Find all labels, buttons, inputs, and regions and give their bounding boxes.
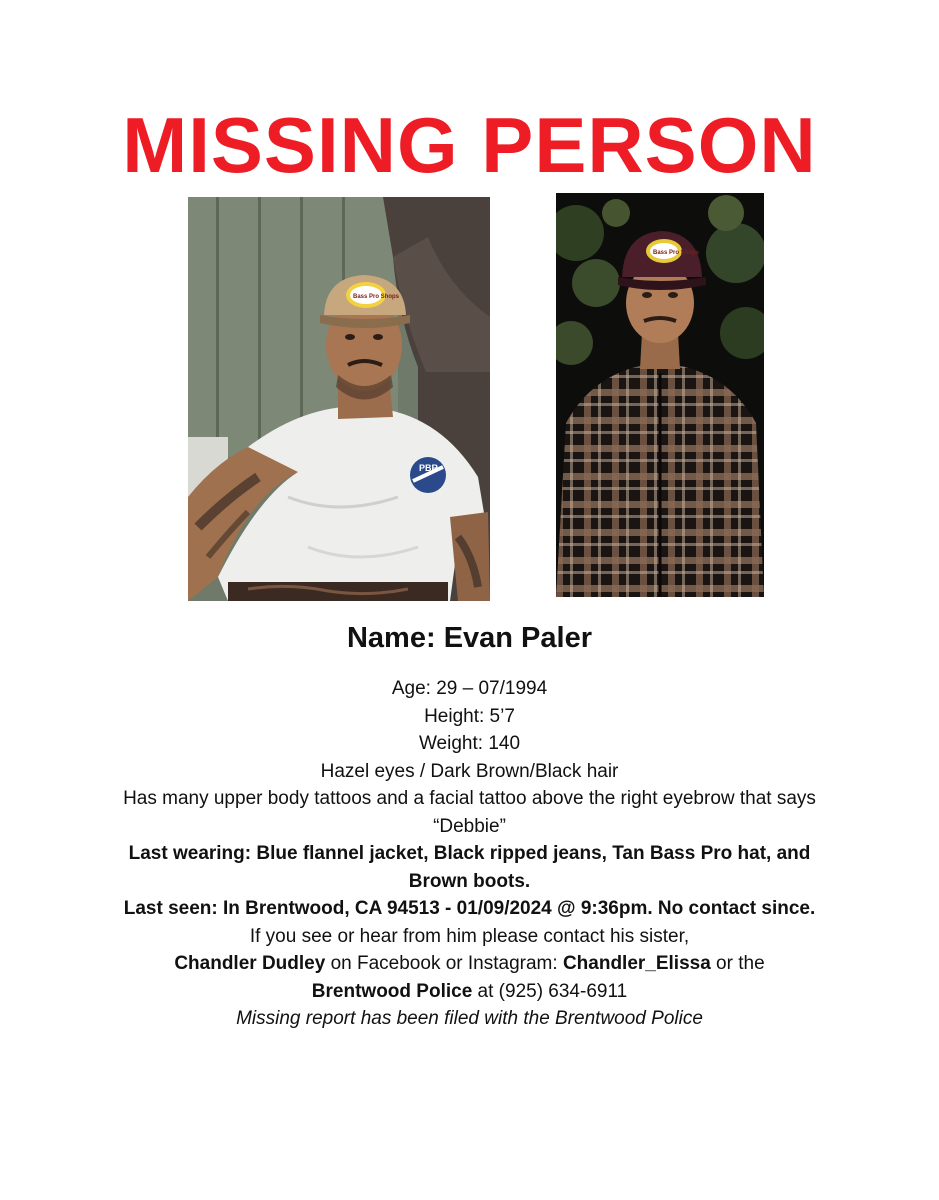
photo-flannel [556, 193, 764, 597]
person-name: Evan Paler [443, 622, 593, 654]
contact-police-line [100, 978, 839, 1006]
contact-social-line [100, 950, 839, 978]
contact-or-the: or the [710, 953, 765, 974]
last-seen-line: Last seen: In Brentwood, CA 94513 - 01/09/2024 @ 9:36pm. No contact since. [123, 898, 816, 919]
photo-white-shirt [188, 197, 490, 601]
contact-intro-line: If you see or hear from him please contact his sister, [249, 925, 690, 947]
contact-handle: Chandler_Elissa [562, 953, 711, 974]
eyes-hair-line: Hazel eyes / Dark Brown/Black hair [320, 760, 619, 782]
person-name-line [0, 616, 939, 660]
age-line: Age: 29 – 07/1994 [391, 678, 548, 699]
right-cap-patch-label: Bass Pro Shops [653, 250, 700, 256]
contact-phone: at (925) 634-6911 [472, 980, 628, 1002]
contact-police-name: Brentwood Police [311, 980, 473, 1002]
missing-person-headline: MISSING PERSON [122, 101, 817, 189]
weight-line: Weight: 140 [418, 733, 521, 754]
last-wearing-line: Last wearing: Blue flannel jacket, Black ripped jeans, Tan Bass Pro hat, and Brown boots. [128, 843, 811, 892]
photo-white-shirt-illustration [188, 197, 490, 601]
tattoos-line: Has many upper body tattoos and a facial tattoo above the right eyebrow that says “Debbie” [123, 788, 816, 837]
person-details [100, 675, 839, 1033]
photo-flannel-illustration [556, 193, 764, 597]
contact-sister-name: Chandler Dudley [174, 953, 326, 974]
shirt-logo-label: PBR [419, 463, 439, 473]
left-cap-patch-label: Bass Pro Shops [353, 294, 400, 300]
name-label: Name: [346, 622, 444, 654]
height-line: Height: 5’7 [424, 705, 515, 727]
report-note-line: Missing report has been filed with the Brentwood Police [236, 1008, 703, 1029]
contact-social-text: on Facebook or Instagram: [325, 953, 563, 974]
